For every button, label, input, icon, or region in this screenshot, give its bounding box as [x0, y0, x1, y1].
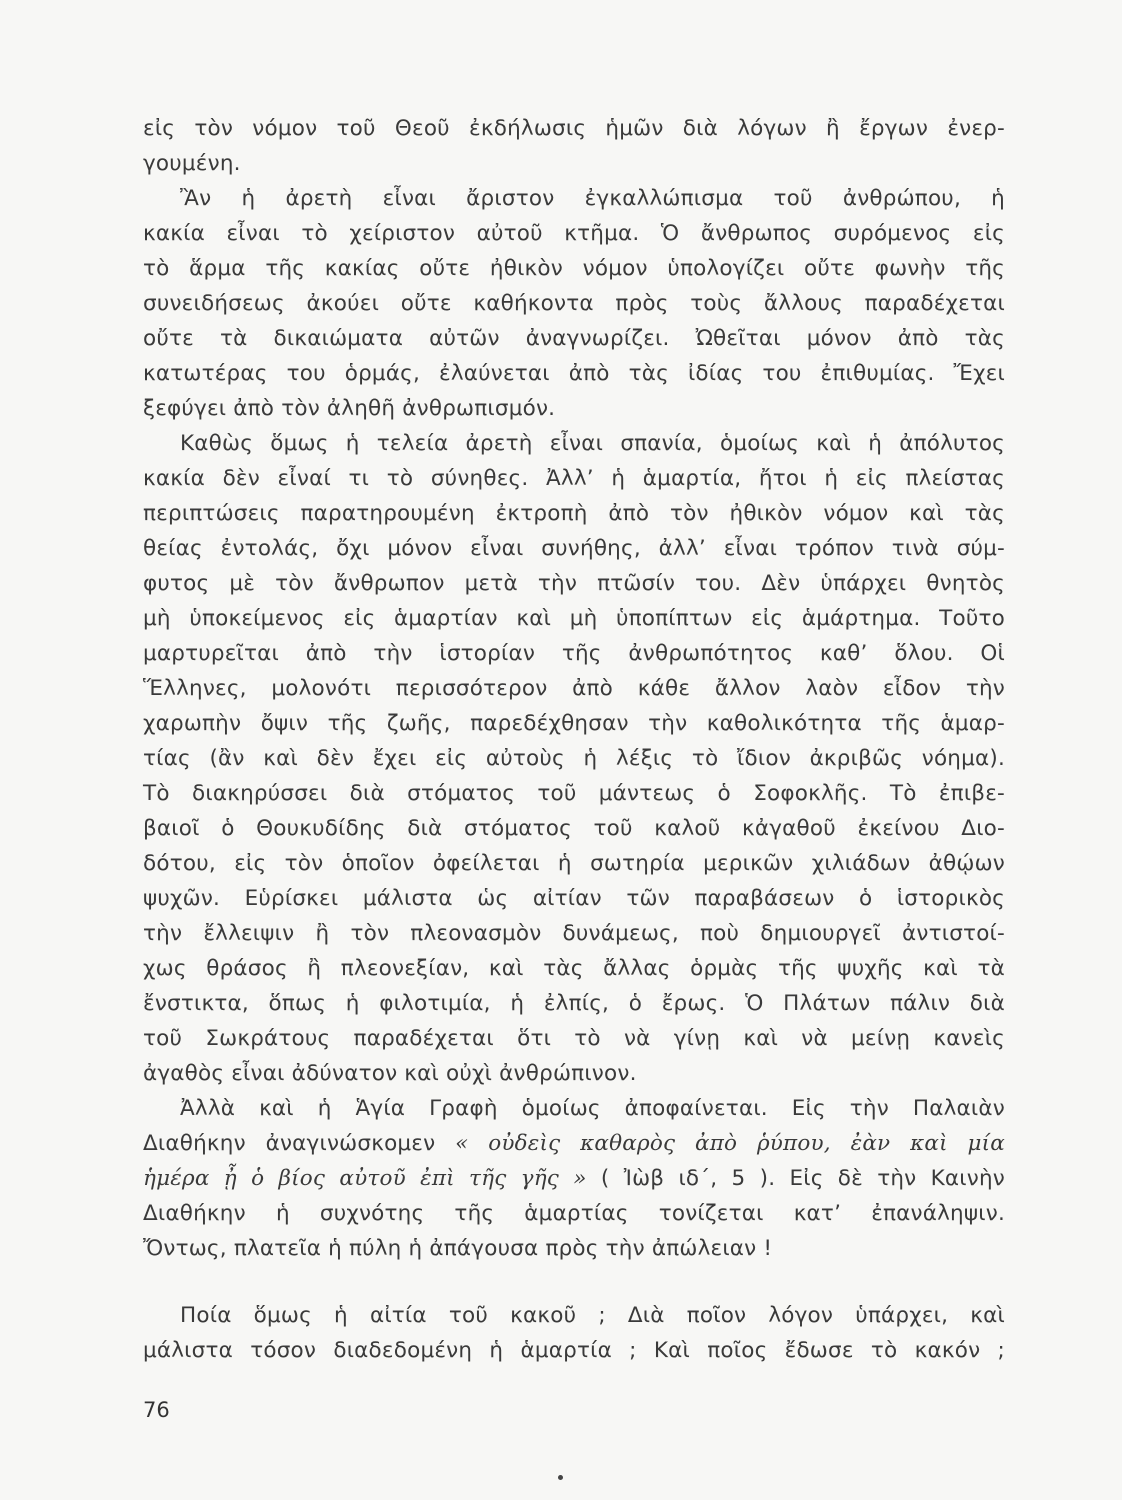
text-segment: βαιοῖ ὁ Θουκυδίδης διὰ στόματος τοῦ καλοῦ κἀγαθοῦ ἐκείνου Διο- — [143, 816, 1005, 841]
text-line — [143, 391, 1005, 426]
text-line — [143, 706, 1005, 741]
text-segment: περιπτώσεις παρατηρουμένη ἐκτροπὴ ἀπὸ τὸν ἠθικὸν νόμον καὶ τὰς — [143, 501, 1005, 526]
text-segment: Ὄντως, πλατεῖα ἡ πύλη ἡ ἀπάγουσα πρὸς τὴν ἀπώλειαν ! — [143, 1236, 773, 1261]
text-line — [180, 1298, 1005, 1333]
text-segment: μάλιστα τόσον διαδεδομένη ἡ ἁμαρτία ; Καὶ ποῖος ἔδωσε τὸ κακόν ; — [143, 1338, 1005, 1363]
scan-speck — [558, 1475, 563, 1480]
text-line — [143, 356, 1005, 391]
text-line — [143, 1231, 1005, 1266]
text-segment: ψυχῶν. Εὑρίσκει μάλιστα ὡς αἰτίαν τῶν παραβάσεων ὁ ἱστορικὸς — [143, 886, 1005, 911]
text-line — [143, 776, 1005, 811]
text-line — [143, 881, 1005, 916]
text-segment: τίας (ἂν καὶ δὲν ἔχει εἰς αὐτοὺς ἡ λέξις τὸ ἴδιον ἀκριβῶς νόημα). — [143, 746, 1005, 771]
text-line — [143, 636, 1005, 671]
text-line — [143, 601, 1005, 636]
text-line — [143, 286, 1005, 321]
text-segment: Ἂν ἡ ἀρετὴ εἶναι ἄριστον ἐγκαλλώπισμα τοῦ ἀνθρώπου, ἡ — [180, 186, 1005, 211]
text-segment: γουμένη. — [143, 151, 241, 176]
text-line — [180, 181, 1005, 216]
text-line — [143, 846, 1005, 881]
text-line — [143, 146, 1005, 181]
text-line — [143, 1126, 1005, 1161]
text-segment: φυτος μὲ τὸν ἄνθρωπον μετὰ τὴν πτῶσίν του. Δὲν ὑπάρχει θνητὸς — [143, 571, 1005, 596]
text-segment: ἔνστικτα, ὅπως ἡ φιλοτιμία, ἡ ἐλπίς, ὁ ἔρως. Ὁ Πλάτων πάλιν διὰ — [143, 991, 1005, 1016]
text-segment: Καθὼς ὅμως ἡ τελεία ἀρετὴ εἶναι σπανία, ὁμοίως καὶ ἡ ἀπόλυτος — [180, 431, 1005, 456]
text-line — [143, 321, 1005, 356]
text-segment: τοῦ Σωκράτους παραδέχεται ὅτι τὸ νὰ γίνῃ καὶ νὰ μείνῃ κανεὶς — [143, 1026, 1005, 1051]
text-line — [180, 426, 1005, 461]
text-segment: μαρτυρεῖται ἀπὸ τὴν ἱστορίαν τῆς ἀνθρωπότητος καθ’ ὅλου. Οἱ — [143, 641, 1005, 666]
text-segment: ἀγαθὸς εἶναι ἀδύνατον καὶ οὐχὶ ἀνθρώπινον. — [143, 1061, 637, 1086]
text-segment: ( Ἰὼβ ιδ΄, 5 ). Εἰς δὲ τὴν Καινὴν — [586, 1166, 1005, 1191]
text-segment: τὸ ἅρμα τῆς κακίας οὔτε ἠθικὸν νόμον ὑπολογίζει οὔτε φωνὴν τῆς — [143, 256, 1005, 281]
text-segment: κακία δὲν εἶναί τι τὸ σύνηθες. Ἀλλ’ ἡ ἁμαρτία, ἤτοι ἡ εἰς πλείστας — [143, 466, 1005, 491]
text-segment: Διαθήκην ἀναγινώσκομεν — [143, 1131, 456, 1156]
text-line — [143, 496, 1005, 531]
text-line — [143, 531, 1005, 566]
text-segment: Ἕλληνες, μολονότι περισσότερον ἀπὸ κάθε ἄλλον λαὸν εἶδον τὴν — [143, 676, 1005, 701]
text-line — [143, 1161, 1005, 1196]
text-segment: οὔτε τὰ δικαιώματα αὐτῶν ἀναγνωρίζει. Ὠθεῖται μόνον ἀπὸ τὰς — [143, 326, 1005, 351]
page-number: 76 — [143, 1398, 170, 1422]
text-line — [143, 741, 1005, 776]
text-segment: ξεφύγει ἀπὸ τὸν ἀληθῆ ἀνθρωπισμόν. — [143, 396, 556, 421]
text-segment: Διαθήκην ἡ συχνότης τῆς ἁμαρτίας τονίζεται κατ’ ἐπανάληψιν. — [143, 1201, 1005, 1226]
text-line — [143, 811, 1005, 846]
text-segment: Ποία ὅμως ἡ αἰτία τοῦ κακοῦ ; Διὰ ποῖον λόγον ὑπάρχει, καὶ — [180, 1303, 1005, 1328]
text-segment: θείας ἐντολάς, ὄχι μόνον εἶναι συνήθης, ἀλλ’ εἶναι τρόπον τινὰ σύμ- — [143, 536, 1005, 561]
quoted-scripture: ἡμέρα ᾖ ὁ βίος αὐτοῦ ἐπὶ τῆς γῆς » — [143, 1166, 587, 1191]
text-segment: κατωτέρας του ὁρμάς, ἐλαύνεται ἀπὸ τὰς ἰδίας του ἐπιθυμίας. Ἔχει — [143, 361, 1005, 386]
text-segment: Ἀλλὰ καὶ ἡ Ἁγία Γραφὴ ὁμοίως ἀποφαίνεται. Εἰς τὴν Παλαιὰν — [180, 1096, 1005, 1121]
text-line — [143, 1333, 1005, 1368]
text-line — [143, 216, 1005, 251]
text-line — [143, 251, 1005, 286]
text-line — [143, 461, 1005, 496]
text-line — [143, 566, 1005, 601]
text-segment: εἰς τὸν νόμον τοῦ Θεοῦ ἐκδήλωσις ἡμῶν διὰ λόγων ἢ ἔργων ἐνερ- — [143, 116, 1005, 141]
text-line — [143, 986, 1005, 1021]
text-line — [143, 916, 1005, 951]
text-line — [143, 1021, 1005, 1056]
text-line — [143, 951, 1005, 986]
text-segment: Τὸ διακηρύσσει διὰ στόματος τοῦ μάντεως ὁ Σοφοκλῆς. Τὸ ἐπιβε- — [143, 781, 1005, 806]
text-segment: τὴν ἔλλειψιν ἢ τὸν πλεονασμὸν δυνάμεως, ποὺ δημιουργεῖ ἀντιστοί- — [143, 921, 1005, 946]
text-line — [143, 671, 1005, 706]
text-segment: δότου, εἰς τὸν ὁποῖον ὀφείλεται ἡ σωτηρία μερικῶν χιλιάδων ἀθῴων — [143, 851, 1005, 876]
text-segment: μὴ ὑποκείμενος εἰς ἁμαρτίαν καὶ μὴ ὑποπίπτων εἰς ἁμάρτημα. Τοῦτο — [143, 606, 1005, 631]
text-line — [143, 1056, 1005, 1091]
quoted-scripture: « οὐδεὶς καθαρὸς ἀπὸ ῥύπου, ἐὰν καὶ μία — [455, 1131, 1006, 1156]
text-segment: κακία εἶναι τὸ χείριστον αὐτοῦ κτῆμα. Ὁ ἄνθρωπος συρόμενος εἰς — [143, 221, 1005, 246]
text-segment: συνειδήσεως ἀκούει οὔτε καθήκοντα πρὸς τοὺς ἄλλους παραδέχεται — [143, 291, 1005, 316]
text-line — [180, 1091, 1005, 1126]
text-line — [143, 1196, 1005, 1231]
text-segment: χαρωπὴν ὄψιν τῆς ζωῆς, παρεδέχθησαν τὴν καθολικότητα τῆς ἁμαρ- — [143, 711, 1005, 736]
text-segment: χως θράσος ἢ πλεονεξίαν, καὶ τὰς ἄλλας ὁρμὰς τῆς ψυχῆς καὶ τὰ — [143, 956, 1005, 981]
text-line — [143, 111, 1005, 146]
